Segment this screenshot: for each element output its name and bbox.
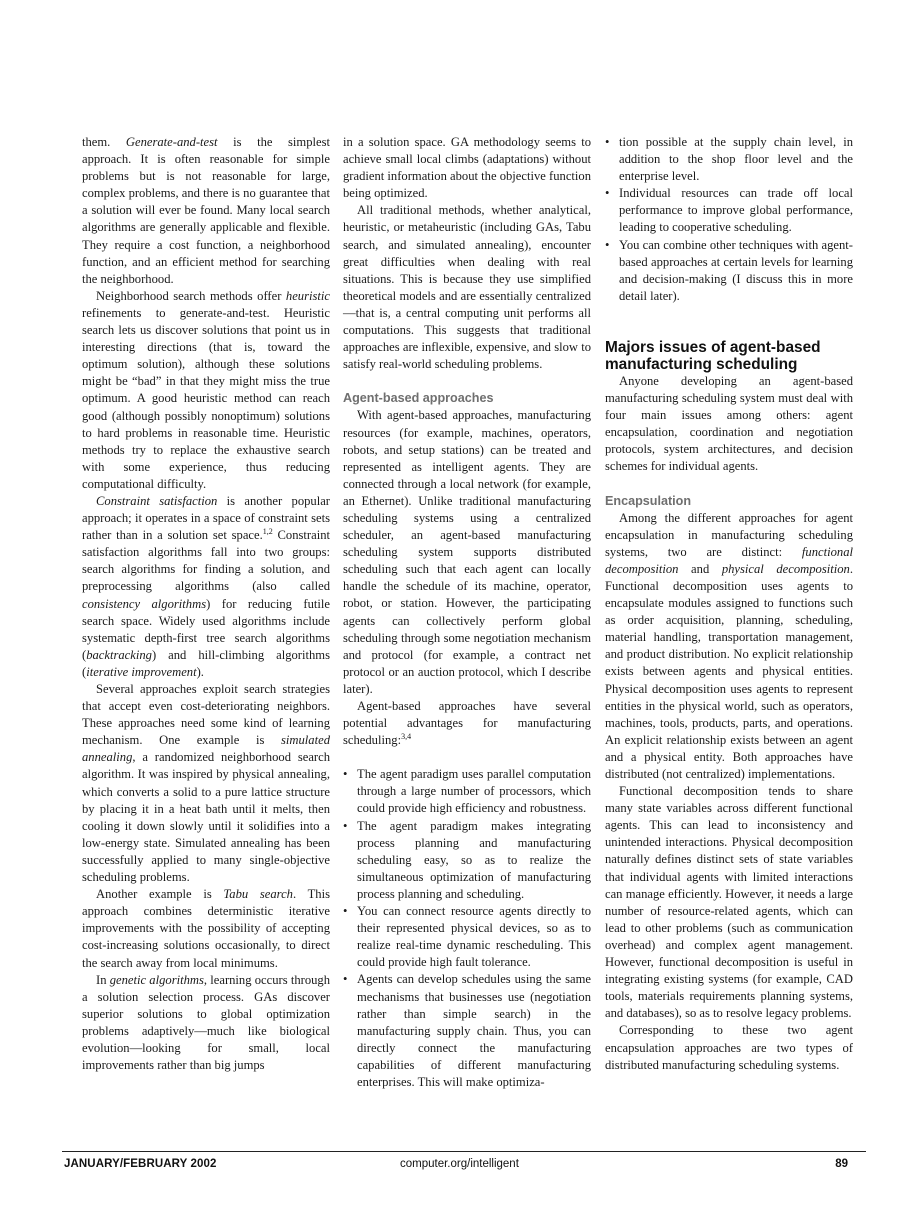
paragraph (343, 202, 591, 373)
text-run: Another example is (96, 887, 224, 902)
text-run: Several approaches exploit search strategies that accept even cost-deteriorating neighbors. These approaches need some kind of learning mechanism. One example is (82, 682, 330, 748)
list-item (343, 971, 591, 1091)
text-run: them. (82, 135, 126, 149)
text-run: ). (196, 664, 204, 679)
italic-term: Constraint satisfaction (96, 493, 218, 508)
text-column-2 (343, 134, 591, 1091)
list-item (343, 766, 591, 817)
footer-rule (62, 1151, 866, 1152)
paragraph (605, 373, 853, 476)
italic-term: genetic algorithms (109, 972, 204, 987)
advantages-list (343, 766, 591, 1091)
list-item-continuation (605, 134, 853, 185)
list-item (343, 903, 591, 971)
paragraph (343, 407, 591, 698)
text-run: in a solution space. GA methodology seems to achieve small local climbs (adaptations) without gradient information about the objective function being optimized. (343, 135, 591, 201)
italic-term: Generate-and-test (125, 135, 218, 149)
list-item (343, 818, 591, 903)
list-item (605, 185, 853, 236)
text-run: All traditional methods, whether analytical, heuristic, or metaheuristic (including GAs, Tabu search, and simulated annealing), encounter great difficulties when dealing with real situations. This is because they use simplified theoretical models and are essentially centralized—that is, a central computing unit performs all computations. This suggests that traditional approaches are inflexible, expensive, and slow to satisfy real-world scheduling problems. (343, 203, 591, 372)
paragraph (605, 510, 853, 784)
text-column-3 (605, 134, 853, 1074)
paragraph (605, 783, 853, 1022)
paragraph (82, 681, 330, 886)
text-run: Constraint satisfaction algorithms fall into two groups: search algorithms for finding a solution, and preprocessing algorithms (also called (82, 528, 330, 594)
text-column-1 (82, 134, 330, 1074)
italic-term: backtracking (86, 647, 152, 662)
footer-website: computer.org/intelligent (400, 1158, 519, 1170)
italic-term: simulated annealing (82, 733, 330, 765)
italic-term: functional decomposition (605, 544, 853, 576)
text-run: ) for reducing futile search space. Widely used algorithms include systematic depth-first tree search algorithms ( (82, 596, 330, 662)
text-run: Individual resources can trade off local performance to improve global performance, leading to cooperative scheduling. (619, 186, 853, 235)
italic-term: heuristic (285, 288, 330, 303)
citation-ref: 3,4 (401, 732, 412, 742)
subsection-heading-encapsulation: Encapsulation (605, 493, 692, 508)
text-run: tion possible at the supply chain level, in addition to the shop floor level and the enterprise level. (619, 135, 853, 184)
italic-term: consistency algorithms (82, 596, 207, 611)
text-run: Agent-based approaches have several potential advantages for manufacturing scheduling: (343, 699, 591, 748)
section-heading-major-issues: Majors issues of agent-based manufacturing scheduling (605, 338, 821, 373)
text-run: Anyone developing an agent-based manufacturing scheduling system must deal with four main issues among others: agent encapsulation, coordination and negotiation protocols, system architectures, and decision schemes for individual agents. (605, 373, 853, 474)
footer-issue-date: JANUARY/FEBRUARY 2002 (64, 1158, 217, 1170)
paragraph (82, 288, 330, 493)
text-run: Agents can develop schedules using the same mechanisms that businesses use (negotiation rather than simple search) in the manufacturing supply chain. Thus, you can directly connect the manufacturing capabilities of different manufacturing enterprises. This will make optimiza- (357, 972, 591, 1089)
text-run: Among the different approaches for agent encapsulation in manufacturing scheduling systems, two are distinct: (605, 510, 853, 559)
text-run: refinements to generate-and-test. Heuristic search lets us discover solutions that point us in interesting directions (that is, toward the optimum solution), although these solutions might be “bad” in that they might miss the true optimum. A good heuristic method can reach good (although possibly nonoptimum) solutions to hard problems in reasonable time. Heuristic methods try to replace the exhaustive search with some experience, thus reducing computational difficulty. (82, 305, 330, 491)
text-run: and (678, 561, 722, 576)
paragraph (82, 134, 330, 288)
text-run: You can combine other techniques with agent-based approaches at certain levels for learning and decision-making (I discuss this in more detail later). (619, 237, 853, 303)
text-run: is the simplest approach. It is often reasonable for simple problems but is not reasonable for large, complex problems, and there is no guarantee that a solution will ever be found. Many local search algorithms are generally applicable and flexible. They require a cost function, a neighborhood function, and an efficient method for searching the neighborhood. (82, 135, 330, 286)
text-run: ) and hill-climbing algorithms ( (82, 647, 330, 679)
paragraph (82, 493, 330, 681)
paragraph (343, 134, 591, 202)
text-run: The agent paradigm uses parallel computation through a large number of processors, which could provide high efficiency and robustness. (357, 767, 591, 816)
text-run: Neighborhood search methods offer (96, 288, 286, 303)
paragraph (343, 698, 591, 749)
citation-ref: 1,2 (262, 527, 273, 537)
text-run: You can connect resource agents directly to their represented physical devices, so as to realize real-time dynamic rescheduling. This could provide high fault tolerance. (357, 904, 591, 970)
paragraph (82, 972, 330, 1075)
section-heading-agent-based-approaches: Agent-based approaches (343, 391, 494, 406)
italic-term: iterative improvement (86, 664, 197, 679)
page-number: 89 (835, 1158, 848, 1170)
italic-term: Tabu search (223, 887, 293, 902)
text-run: , a randomized neighborhood search algorithm. It was inspired by physical annealing, which converts a solid to a pure lattice structure by placing it in a heat bath until it melts, then cooling it down slowly until it solidifies into a low-energy state. Simulated annealing has been successfully applied to many single-objective scheduling problems. (82, 750, 330, 885)
list-item (605, 237, 853, 305)
text-run: Functional decomposition tends to share many state variables across different functional agents. This can lead to inconsistency and unintended interactions. Physical decomposition naturally defines distinct sets of state variables that individual agents with limited interactions can manage efficiently. However, it needs a large number of resource-related agents, which can lead to other problems (such as communication overhead) and complex agent management. However, functional decomposition is useful in integrating existing systems (for example, CAD tools, materials requirements planning systems, and databases), so as to resolve legacy problems. (605, 784, 853, 1021)
advantages-list-continued (605, 134, 853, 305)
text-run: is another popular approach; it operates in a space of constraint sets rather than in a solution set space. (82, 493, 330, 543)
italic-term: physical decomposition (721, 561, 850, 576)
text-run: With agent-based approaches, manufacturing resources (for example, machines, operators, robots, and setup stations) can be treated and represented as intelligent agents. They are connected through a local network (for example, an Ethernet). Unlike traditional manufacturing scheduling systems using a centralized scheduler, an agent-based manufacturing scheduling system supports distributed scheduling such that each agent can locally handle the schedule of its machine, operator, robot, or station. However, the participating agents can collectively perform global scheduling through some negotiation mechanism and protocol (for example, a contract net protocol or an auction protocol, which I describe later). (343, 408, 591, 696)
text-run: . This approach combines deterministic iterative improvements with the possibility of accepting cost-increasing solutions occasionally, to direct the search away from local minimums. (82, 887, 330, 970)
paragraph (605, 1022, 853, 1073)
text-run: Corresponding to these two agent encapsulation approaches are two types of distributed manufacturing scheduling systems. (605, 1023, 853, 1072)
paragraph (82, 886, 330, 971)
text-run: In (96, 972, 110, 987)
text-run: , learning occurs through a solution selection process. GAs discover superior solutions to global optimization problems adaptively—much like biological evolution—looking for small, local improvements rather than big jumps (82, 972, 331, 1073)
text-run: The agent paradigm makes integrating process planning and manufacturing scheduling easy, so as to realize the simultaneous optimization of manufacturing process planning and scheduling. (357, 818, 591, 901)
text-run: . Functional decomposition uses agents to encapsulate modules assigned to functions such as order acquisition, planning, scheduling, material handling, transportation management, and product distribution. No explicit relationship exists between agents and physical entities. Physical decomposition uses agents to represent entities in the physical world, such as operators, machines, tools, products, parts, and operations. An explicit relationship exists between an agent and a physical entity. Both approaches have distributed (not centralized) implementations. (605, 561, 853, 781)
